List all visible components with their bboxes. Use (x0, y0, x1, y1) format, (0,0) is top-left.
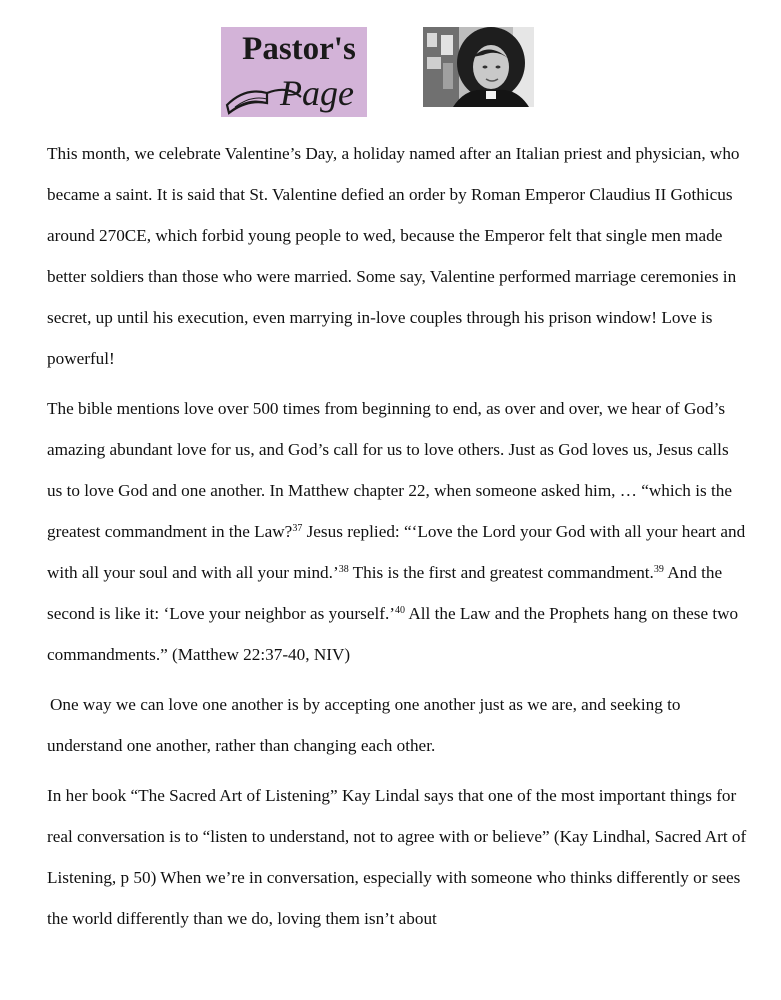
verse-number: 38 (338, 564, 349, 575)
logo-text-bottom: Page (280, 73, 354, 113)
text-segment: This is the first and greatest commandment. (348, 563, 654, 582)
text-segment: All the Law and the Prophets hang on these two commandments.” (Matthew 22:37-40, NIV) (47, 604, 739, 664)
verse-number: 40 (394, 605, 405, 616)
pastor-portrait-image (423, 27, 534, 107)
page-header (0, 27, 781, 119)
paragraph-valentine: This month, we celebrate Valentine’s Day, a holiday named after an Italian priest and physician, who became a saint. It is said that St. Valentine defied an order by Roman Emperor Claudius II Gothicus around 270CE, which forbid young people to wed, because the Emperor felt that single men made better soldiers than those who were married. Some say, Valentine performed marriage ceremonies in secret, up until his execution, even marrying in-love couples through his prison window! Love is powerful! (47, 144, 740, 368)
verse-number: 37 (292, 523, 303, 534)
paragraph-listening: In her book “The Sacred Art of Listening” Kay Lindal says that one of the most important things for real conversation is to “listen to understand, not to agree with or believe” (Kay Lindhal, Sacred Art of Listening, p 50) When we’re in conversation, especially with someone who thinks differently or sees the world differently than we do, loving them isn’t about (47, 786, 747, 928)
verse-number: 39 (653, 564, 664, 575)
text-segment: And the second is like it: ‘Love your neighbor as yourself.’ (47, 563, 723, 623)
paragraph-bible-love (47, 388, 747, 675)
text-segment: Jesus replied: “‘Love the Lord your God with all your heart and with all your soul and with all your mind.’ (47, 522, 746, 582)
logo-text-top: Pastor's (242, 31, 356, 67)
pastor-photo (423, 27, 534, 107)
paragraph-love-one-another: One way we can love one another is by accepting one another just as we are, and seeking to understand one another, rather than changing each other. (47, 695, 681, 755)
article-body (47, 133, 747, 948)
logo-graphic (221, 27, 367, 117)
text-segment: The bible mentions love over 500 times from beginning to end, as over and over, we hear of God’s amazing abundant love for us, and God’s call for us to love others. Just as God loves us, Jesus calls us to love God and one another. In Matthew chapter 22, when someone asked him, … “which is the greatest commandment in the Law? (47, 399, 732, 541)
pastors-page-logo (221, 27, 367, 117)
